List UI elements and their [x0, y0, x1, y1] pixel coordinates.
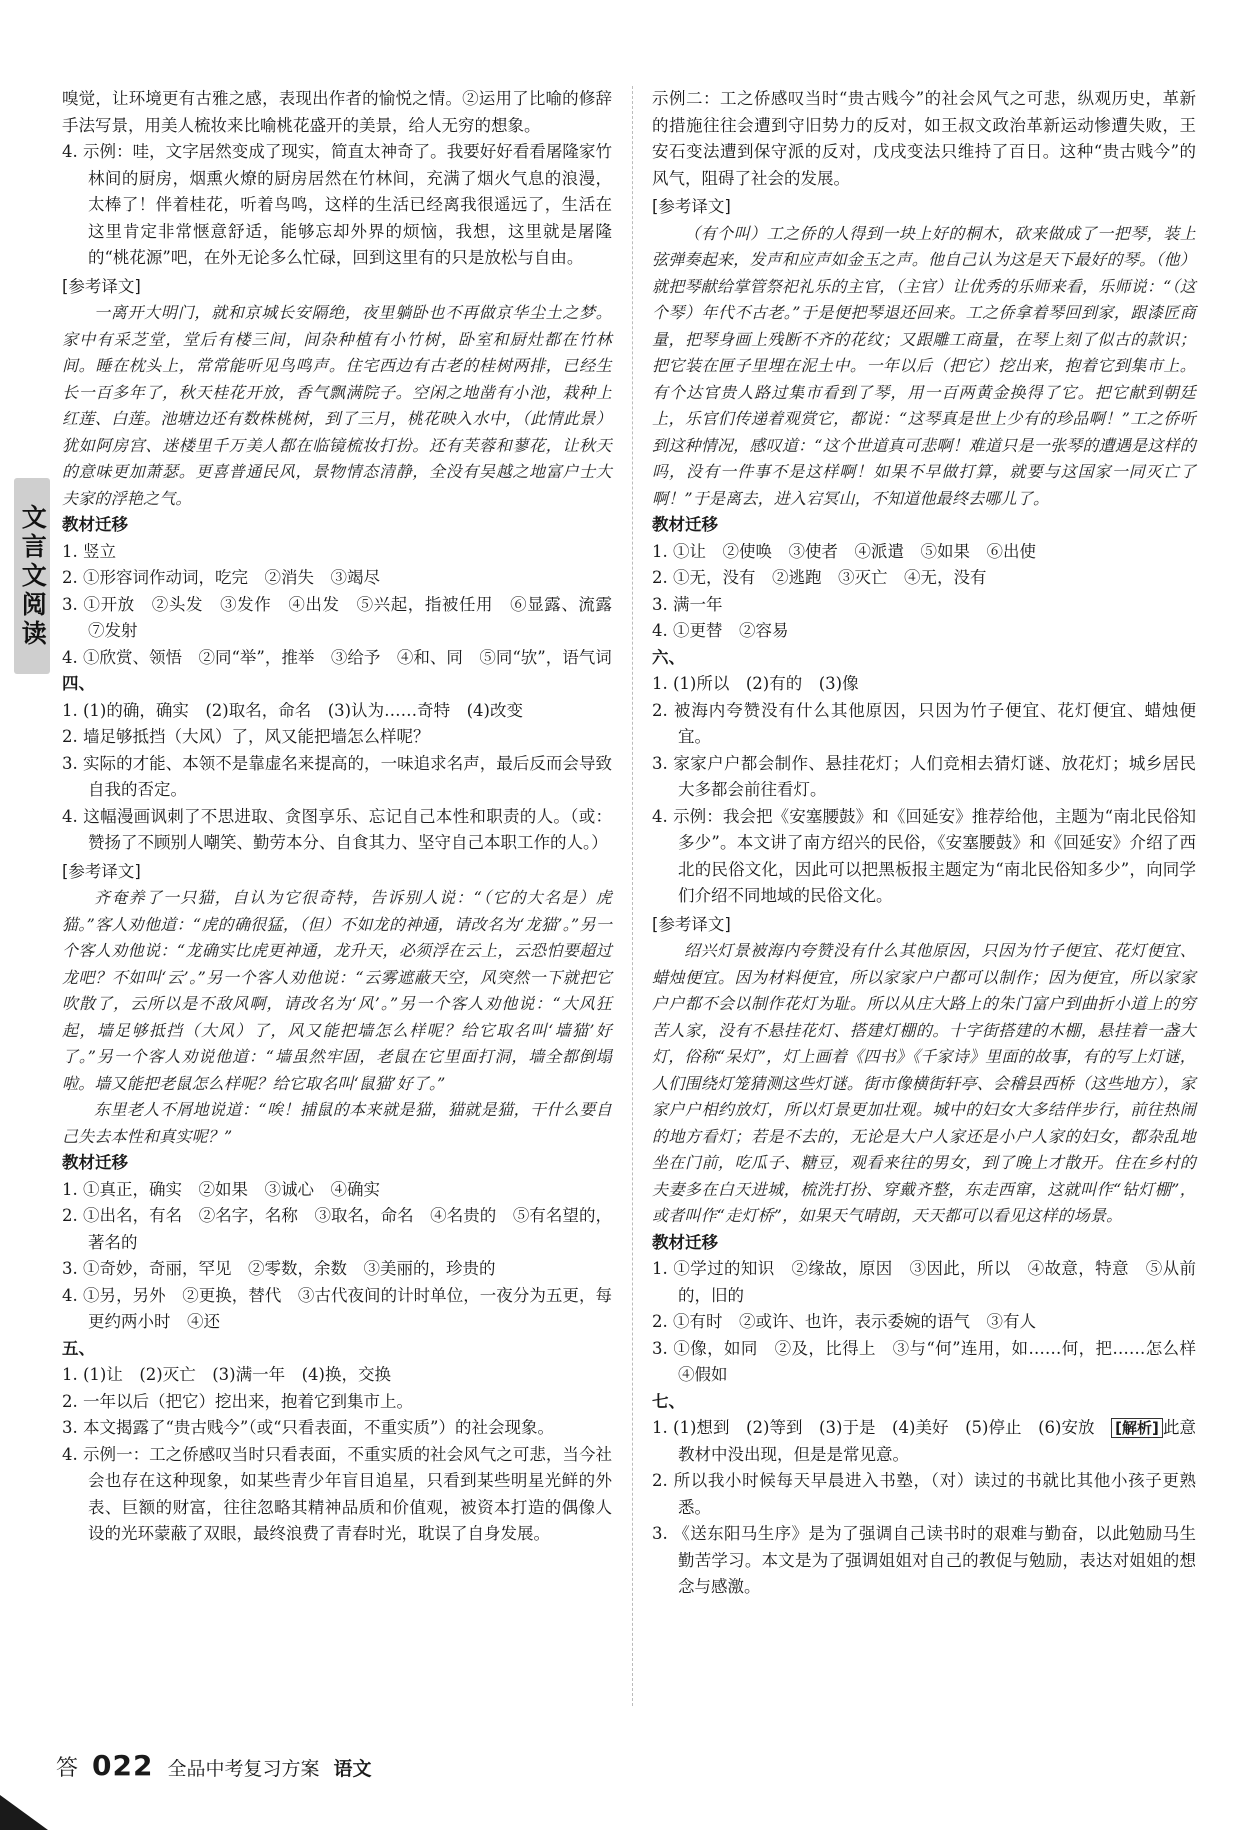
- answer-item: 3. 本文揭露了“贵古贱今”（或“只看表面，不重实质”）的社会现象。: [62, 1418, 554, 1437]
- answer-item: 2. ①出名，有名 ②名字，名称 ③取名，命名 ④名贵的 ⑤有名望的，著名的: [62, 1206, 612, 1252]
- reference-translation-heading: [参考译文]: [652, 914, 731, 934]
- answer-item: 3. 《送东阳马生序》是为了强调自己读书时的艰难与勤奋，以此勉励马生勤苦学习。本文是为了强调姐姐对自己的教促与勉励，表达对姐姐的想念与感激。: [652, 1524, 1196, 1596]
- answer-item: 4. 示例：我会把《安塞腰鼓》和《回延安》推荐给他，主题为“南北民俗知多少”。本文讲了南方绍兴的民俗，《安塞腰鼓》和《回延安》介绍了西北的民俗文化，因此可以把黑板报主题定为“南北民俗知多少”，向同学们介绍不同地域的民俗文化。: [652, 806, 1196, 905]
- answer-item: 1. ①真正，确实 ②如果 ③诚心 ④确实: [62, 1179, 380, 1199]
- answer-text: 1. (1)想到 (2)等到 (3)于是 (4)美好 (5)停止 (6)安放: [652, 1418, 1112, 1437]
- section-heading: 七、: [652, 1391, 685, 1411]
- answer-item: 2. 一年以后（把它）挖出来，抱着它到集市上。: [62, 1391, 413, 1411]
- answer-item: 3. ①像，如同 ②及，比得上 ③与“何”连用，如……何，把……怎么样 ④假如: [652, 1338, 1213, 1384]
- answer-item: 2. ①无，没有 ②逃跑 ③灭亡 ④无，没有: [652, 568, 987, 587]
- translation-paragraph: 绍兴灯景被海内夸赞没有什么其他原因，只因为竹子便宜、花灯便宜、蜡烛便宜。因为材料便宜，所以家家户户都可以制作；因为便宜，所以家家户户都不会以制作花灯为耻。所以从庄大路上的朱门富户到曲折小道上的穷苦人家，没有不悬挂花灯、搭建灯棚的。十字街搭建的木棚，悬挂着一盏大灯，俗称“呆灯”，灯上画着《四书》《千家诗》里面的故事，有的写上灯谜，人们围绕灯笼猜测这些灯谜。街市像横街轩亭、会稽县西桥（这些地方），家家户户相约放灯，所以灯景更加壮观。城中的妇女大多结伴步行，前往热闹的地方看灯；若是不去的，无论是大户人家还是小户人家的妇女，都杂乱地坐在门前，吃瓜子、糖豆，观看来往的男女，到了晚上才散开。住在乡村的夫妻多在白天进城，梳洗打扮、穿戴齐整，东走西窜，这就叫作“钻灯棚”，或者叫作“走灯桥”，如果天气晴朗，天天都可以看见这样的场景。: [652, 941, 1196, 1225]
- answer-label: 答: [56, 1756, 79, 1781]
- answer-item: 2. ①形容词作动词，吃完 ②消失 ③竭尽: [62, 568, 380, 587]
- answer-item: 2. 所以我小时候每天早晨进入书塾，（对）读过的书就比其他小孩子更熟悉。: [652, 1471, 1196, 1517]
- section-heading: 四、: [62, 674, 95, 693]
- translation-paragraph: 东里老人不屑地说道：“唉！捕鼠的本来就是猫，猫就是猫，干什么要自己失去本性和真实呢？”: [62, 1100, 612, 1146]
- answer-item: 1. ①让 ②使唤 ③使者 ④派遣 ⑤如果 ⑥出使: [652, 541, 1036, 561]
- answer-item: 3. ①奇妙，奇丽，罕见 ②零数，余数 ③美丽的，珍贵的: [62, 1259, 496, 1278]
- right-column: [652, 86, 1213, 1601]
- left-column: [62, 86, 629, 1548]
- answer-item: 2. ①有时 ②或许、也许，表示委婉的语气 ③有人: [652, 1312, 1036, 1331]
- answer-item: 4. ①更替 ②容易: [652, 621, 789, 640]
- page-footer: [56, 1749, 372, 1787]
- answer-item: 4. 这幅漫画讽刺了不思进取、贪图享乐、忘记自己本性和职责的人。（或：赞扬了不顾别人嘲笑、勤劳本分、自食其力、坚守自己本职工作的人。）: [62, 806, 612, 852]
- answer-item: [652, 1415, 1196, 1468]
- translation-paragraph: 一离开大明门，就和京城长安隔绝，夜里躺卧也不再做京华尘土之梦。家中有采芝堂，堂后有楼三间，间杂种植有小竹树，卧室和厨灶都在竹林间。睡在枕头上，常常能听见鸟鸣声。住宅西边有古老的桂树两排，已经生长一百多年了，秋天桂花开放，香气飘满院子。空闲之地凿有小池，栽种上红莲、白莲。池塘边还有数株桃树，到了三月，桃花映入水中，（此情此景）犹如阿房宫、迷楼里千万美人都在临镜梳妆打扮。还有芙蓉和蓼花，让秋天的意味更加萧瑟。更喜普通民风，景物情态清静，全没有吴越之地富户士大夫家的浮艳之气。: [62, 303, 612, 508]
- section-sidebar-tab: [14, 478, 50, 674]
- translation-paragraph: （有个叫）工之侨的人得到一块上好的桐木，砍来做成了一把琴，装上弦弹奏起来，发声和应声如金玉之声。他自己认为这是天下最好的琴。（他）就把琴献给掌管祭祀礼乐的主官，（主官）让优秀的乐师来看，乐师说：“（这个琴）年代不古老。”于是便把琴退还回来。工之侨拿着琴回到家，跟漆匠商量，把琴身画上残断不齐的花纹；又跟雕工商量，在琴上刻了似古的款识；把它装在匣子里埋在泥土中。一年以后（把它）挖出来，抱着它到集市上。有个达官贵人路过集市看到了琴，用一百两黄金换得了它。把它献到朝廷上，乐官们传递着观赏它，都说：“这琴真是世上少有的珍品啊！”工之侨听到这种情况，感叹道：“这个世道真可悲啊！难道只是一张琴的遭遇是这样的吗，没有一件事不是这样啊！如果不早做打算，就要与这国家一同灭亡了啊！”于是离去，进入宕冥山，不知道他最终去哪儿了。: [652, 223, 1196, 508]
- column-divider: [632, 86, 633, 1706]
- answer-item: 4. ①欣赏、领悟 ②同“举”，推举 ③给予 ④和、同 ⑤同“欤”，语气词: [62, 647, 612, 667]
- answer-item: 4. 示例：哇，文字居然变成了现实，简直太神奇了。我要好好看看屠隆家竹林间的厨房，烟熏火燎的厨房居然在竹林间，充满了烟火气息的浪漫，太棒了！伴着桂花，听着鸟鸣，这样的生活已经离我很遥远了，生活在这里肯定非常惬意舒适，能够忘却外界的烦恼，我想，这里就是屠隆的“桃花源”吧，在外无论多么忙碌，回到这里有的只是放松与自由。: [62, 142, 612, 267]
- answer-item: 3. 家家户户都会制作、悬挂花灯；人们竞相去猜灯谜、放花灯；城乡居民大多都会前往看灯。: [652, 753, 1196, 799]
- answer-item: 4. ①另，另外 ②更换，替代 ③古代夜间的计时单位，一夜分为五更，每更约两小时 ④还: [62, 1285, 612, 1331]
- reference-translation-heading: [参考译文]: [62, 861, 141, 881]
- paragraph: 示例二：工之侨感叹当时“贵古贱今”的社会风气之可悲，纵观历史，革新的措施往往会遭到守旧势力的反对，如王叔文政治革新运动惨遭失败，王安石变法遭到保守派的反对，戊戌变法只维持了百日。这种“贵古贱今”的风气，阻碍了社会的发展。: [652, 89, 1196, 188]
- page-number: 022: [92, 1749, 154, 1782]
- reference-translation-heading: [参考译文]: [62, 276, 141, 296]
- answer-item: 1. 竖立: [62, 541, 116, 561]
- answer-item: 1. (1)所以 (2)有的 (3)像: [652, 674, 859, 693]
- answer-item: 1. (1)让 (2)灭亡 (3)满一年 (4)换，交换: [62, 1365, 391, 1384]
- book-title: 全品中考复习方案: [167, 1758, 320, 1780]
- answer-item: 2. 被海内夸赞没有什么其他原因，只因为竹子便宜、花灯便宜、蜡烛便宜。: [652, 700, 1196, 746]
- answer-item: 1. (1)的确，确实 (2)取名，命名 (3)认为……奇特 (4)改变: [62, 700, 523, 720]
- answer-item: 2. 墙足够抵挡（大风）了，风又能把墙怎么样呢？: [62, 727, 430, 746]
- section-heading: 五、: [62, 1338, 95, 1358]
- section-heading: 教材迁移: [652, 515, 718, 534]
- sidebar-label: 文言文阅读: [18, 503, 48, 649]
- subject-label: 语文: [333, 1758, 372, 1780]
- corner-triangle-icon: [0, 1795, 48, 1830]
- answer-item: 3. ①开放 ②头发 ③发作 ④出发 ⑤兴起，指被任用 ⑥显露、流露 ⑦发射: [62, 594, 629, 640]
- translation-paragraph: 齐奄养了一只猫，自认为它很奇特，告诉别人说：“（它的大名是）虎猫。”客人劝他道：“虎的确很猛，（但）不如龙的神通，请改名为‘龙猫’。”另一个客人劝他说：“龙确实比虎更神通，龙升天，必须浮在云上，云恐怕要超过龙吧？不如叫‘云’。”另一个客人劝他说：“云雾遮蔽天空，风突然一下就把它吹散了，云所以是不敌风啊，请改名为‘风’。”另一个客人劝他说：“大风狂起，墙足够抵挡（大风）了，风又能把墙怎么样呢？给它取名叫‘墙猫’好了。”另一个客人劝说他道：“墙虽然牢固，老鼠在它里面打洞，墙全都倒塌啦。墙又能把老鼠怎么样呢？给它取名叫‘鼠猫’好了。”: [62, 888, 612, 1093]
- analysis-text: 此意教材中没出现，但是是常见意。: [678, 1418, 1196, 1464]
- section-heading: 六、: [652, 647, 685, 667]
- answer-item: 3. 实际的才能、本领不是靠虚名来提高的，一味追求名声，最后反而会导致自我的否定。: [62, 753, 612, 799]
- section-heading: 教材迁移: [62, 515, 128, 534]
- section-heading: 教材迁移: [652, 1232, 718, 1252]
- answer-item: 3. 满一年: [652, 594, 723, 614]
- reference-translation-heading: [参考译文]: [652, 197, 731, 216]
- section-heading: 教材迁移: [62, 1153, 128, 1172]
- paragraph: 嗅觉，让环境更有古雅之感，表现出作者的愉悦之情。②运用了比喻的修辞手法写景，用美人梳妆来比喻桃花盛开的美景，给人无穷的想象。: [62, 89, 612, 135]
- answer-item: 1. ①学过的知识 ②缘故，原因 ③因此，所以 ④故意，特意 ⑤从前的，旧的: [652, 1259, 1196, 1305]
- answer-item: 4. 示例一：工之侨感叹当时只看表面，不重实质的社会风气之可悲，当今社会也存在这种现象，如某些青少年盲目追星，只看到某些明星光鲜的外表、巨额的财富，往往忽略其精神品质和价值观，被资本打造的偶像人设的光环蒙蔽了双眼，最终浪费了青春时光，耽误了自身发展。: [62, 1444, 612, 1543]
- analysis-tag: [解析]: [1111, 1418, 1163, 1438]
